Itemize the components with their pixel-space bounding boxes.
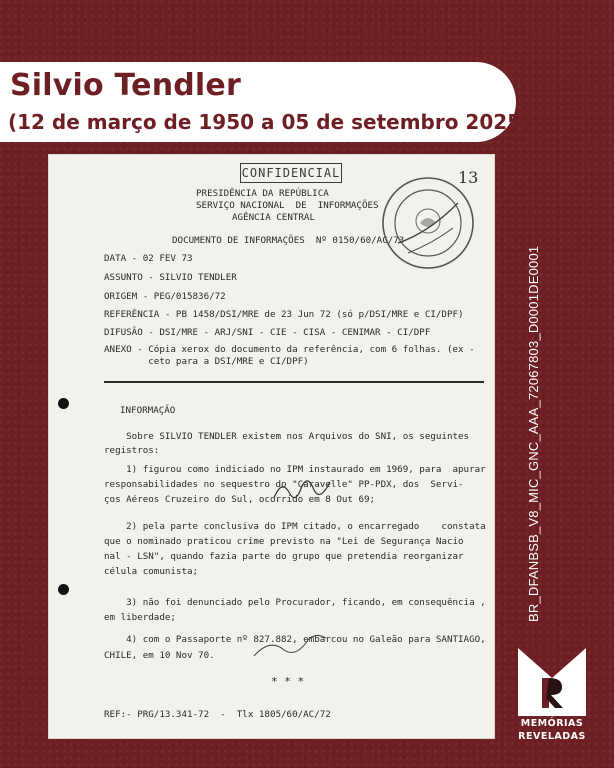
body-line: Sobre SILVIO TENDLER existem nos Arquivos do SNI, os seguintes xyxy=(104,431,470,442)
body-line: 2) pela parte conclusiva do IPM citado, o encarregado constata xyxy=(104,521,486,532)
body-line: responsabilidades no sequestro do "Caravelle" PP-PDX, dos Servi- xyxy=(104,479,464,490)
document-title: DOCUMENTO DE INFORMAÇÕES Nº 0150/60/AC/73 xyxy=(172,235,405,246)
body-line: célula comunista; xyxy=(104,566,199,577)
org-line-3: AGÊNCIA CENTRAL xyxy=(232,212,315,223)
handwriting-scribble-icon xyxy=(270,468,340,508)
memorias-reveladas-logo-icon xyxy=(518,648,586,716)
confidential-stamp: CONFIDENCIAL xyxy=(240,163,342,183)
body-line: registros: xyxy=(104,445,160,456)
body-line: CHILE, em 10 Nov 70. xyxy=(104,650,215,661)
end-marks: * * * xyxy=(271,675,305,688)
body-line: 3) não foi denunciado pelo Procurador, ficando, em consequência , xyxy=(104,597,486,608)
section-heading: INFORMAÇÃO xyxy=(120,405,176,416)
punch-hole xyxy=(58,398,69,409)
body-line: 1) figurou como indiciado no IPM instaurado em 1969, para apurar xyxy=(104,464,486,475)
logo-text-line-2: REVELADAS xyxy=(518,731,586,742)
divider-rule xyxy=(104,381,484,383)
punch-hole xyxy=(58,584,69,595)
body-line: em liberdade; xyxy=(104,612,176,623)
field-annex: ANEXO - Cópia xerox do documento da referência, com 6 folhas. (ex - xyxy=(104,344,475,355)
footer-reference: REF:- PRG/13.341-72 - Tlx 1805/60/AC/72 xyxy=(104,709,331,720)
life-dates: (12 de março de 1950 a 05 de setembro 2025) xyxy=(8,110,531,134)
body-line: nal - LSN", quando fazia parte do grupo que pretendia reorganizar xyxy=(104,551,464,562)
handwriting-scribble-icon xyxy=(250,630,330,660)
org-line-2: SERVIÇO NACIONAL DE INFORMAÇÕES xyxy=(196,200,379,211)
person-name: Silvio Tendler xyxy=(10,68,241,103)
archive-code: BR_DFANBSB_V8_MIC_GNC_AAA_72067803_D0001DE0001 xyxy=(526,245,541,622)
body-line: ços Aéreos Cruzeiro do Sul, ocorrido em 8 Out 69; xyxy=(104,494,376,505)
seal-stamp-icon xyxy=(378,173,478,273)
field-date: DATA - 02 FEV 73 xyxy=(104,253,193,264)
handwritten-number: 13 xyxy=(458,168,479,187)
body-line: que o nominado praticou crime previsto na "Lei de Segurança Nacio xyxy=(104,536,464,547)
org-line-1: PRESIDÊNCIA DA REPÚBLICA xyxy=(196,188,329,199)
logo-text-line-1: MEMÓRIAS xyxy=(520,718,584,729)
field-annex-cont: ceto para a DSI/MRE e CI/DPF) xyxy=(104,356,309,367)
field-reference: REFERÊNCIA - PB 1458/DSI/MRE de 23 Jun 72 (só p/DSI/MRE e CI/DPF) xyxy=(104,309,464,320)
field-origin: ORIGEM - PEG/015836/72 xyxy=(104,291,226,302)
field-subject: ASSUNTO - SILVIO TENDLER xyxy=(104,272,237,283)
field-distribution: DIFUSÃO - DSI/MRE - ARJ/SNI - CIE - CISA - CENIMAR - CI/DPF xyxy=(104,327,431,338)
body-line: 4) com o Passaporte nº 827.882, embarcou no Galeão para SANTIAGO, xyxy=(104,634,486,645)
